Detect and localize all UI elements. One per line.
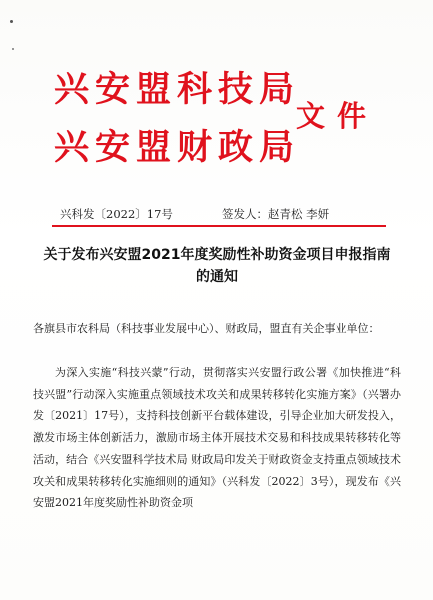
red-divider-rule	[52, 225, 386, 227]
body-paragraph: 为深入实施“科技兴蒙”行动，贯彻落实兴安盟行政公署《加快推进“科技兴盟”行动深入实施重点领域技术攻关和成果转移转化实施方案》（兴署办发〔2021〕17号），支持科技创新平台载体建设，引导企业加大研发投入，激发市场主体创新活力，激励市场主体开展技术交易和科技成果转移转化等活动，结合《兴安盟科学技术局 财政局印发关于财政资金支持重点领域技术攻关和成果转移转化实施细则的通知》（兴科发〔2022〕3号），现发布《兴安盟2021年度奖励性补助资金项	[33, 366, 401, 510]
issue-info-row	[60, 206, 380, 224]
agency-name-science: 兴安盟科技局	[54, 69, 301, 110]
document-label: 文件	[296, 99, 379, 133]
document-number: 兴科发〔2022〕17号	[60, 207, 173, 221]
notice-title: 关于发布兴安盟2021年度奖励性补助资金项目申报指南的通知	[43, 247, 391, 285]
agency-name-finance: 兴安盟财政局	[54, 127, 301, 168]
scan-speck	[12, 48, 14, 50]
addressee-line: 各旗县市农科局（科技事业发展中心）、财政局，盟直有关企事业单位：	[33, 322, 380, 335]
issuer-signatories: 签发人：赵青松 李妍	[222, 207, 330, 221]
scan-speck	[10, 20, 13, 23]
